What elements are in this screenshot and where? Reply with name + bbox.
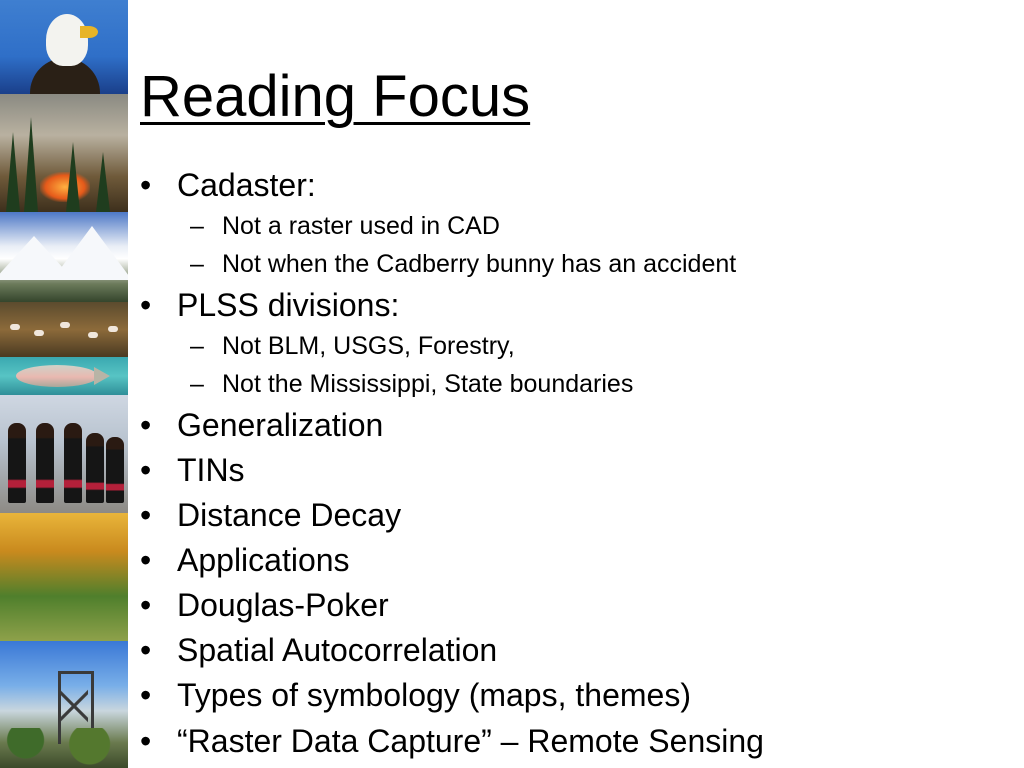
tree [6, 132, 20, 212]
cow [34, 330, 44, 336]
fire [40, 172, 90, 202]
cow [10, 324, 20, 330]
bullet-text: Types of symbology (maps, themes) [177, 677, 691, 713]
eagle-beak [80, 26, 98, 38]
bullet-marker: • [140, 287, 152, 323]
cattle-field-photo [0, 302, 128, 357]
cow [88, 332, 98, 338]
sub-bullet-text: Not the Mississippi, State boundaries [222, 370, 634, 398]
sub-bullet-marker: – [190, 250, 204, 278]
autumn-forest-photo [0, 513, 128, 641]
bullet-text: Spatial Autocorrelation [177, 632, 498, 668]
person [106, 437, 124, 503]
sub-bullet-text: Not BLM, USGS, Forestry, [222, 332, 515, 360]
mountain [52, 226, 128, 280]
bullet-text: TINs [177, 452, 245, 488]
bullet-marker: • [140, 542, 152, 578]
trees [0, 728, 128, 768]
slide-title: Reading Focus [140, 64, 531, 129]
bullet-marker: • [140, 587, 152, 623]
bullet-marker: • [140, 167, 152, 203]
bullet-marker: • [140, 452, 152, 488]
forest-fire-photo [0, 94, 128, 212]
person [86, 433, 104, 503]
trout-fish-photo [0, 357, 128, 395]
cow [60, 322, 70, 328]
fish-tail [94, 367, 110, 385]
native-dancers-photo [0, 395, 128, 513]
tree [96, 152, 110, 212]
bald-eagle-photo [0, 0, 128, 94]
snowy-mountains-photo [0, 212, 128, 302]
tree [24, 117, 38, 212]
bullet-text: Cadaster: [177, 167, 316, 203]
person [36, 423, 54, 503]
person [64, 423, 82, 503]
bullet-text: Applications [177, 542, 350, 578]
photo-strip [0, 0, 128, 768]
bullet-text: Douglas-Poker [177, 587, 389, 623]
bullet-marker: • [140, 407, 152, 443]
tree [66, 142, 80, 212]
bullet-text: Distance Decay [177, 497, 402, 533]
sub-bullet-text: Not when the Cadberry bunny has an accident [222, 250, 737, 278]
sub-bullet-marker: – [190, 370, 204, 398]
bullet-text: PLSS divisions: [177, 287, 400, 323]
bullet-text: “Raster Data Capture” – Remote Sensing [177, 723, 764, 759]
cow [108, 326, 118, 332]
sub-bullet-text: Not a raster used in CAD [222, 212, 500, 240]
fish [16, 365, 98, 387]
bullet-marker: • [140, 723, 152, 759]
person [8, 423, 26, 503]
bullet-marker: • [140, 497, 152, 533]
bullet-text: Generalization [177, 407, 384, 443]
sub-bullet-marker: – [190, 332, 204, 360]
bullet-marker: • [140, 632, 152, 668]
bullet-marker: • [140, 677, 152, 713]
eagle-head [46, 14, 88, 66]
sub-bullet-marker: – [190, 212, 204, 240]
mine-headframe-photo [0, 641, 128, 768]
